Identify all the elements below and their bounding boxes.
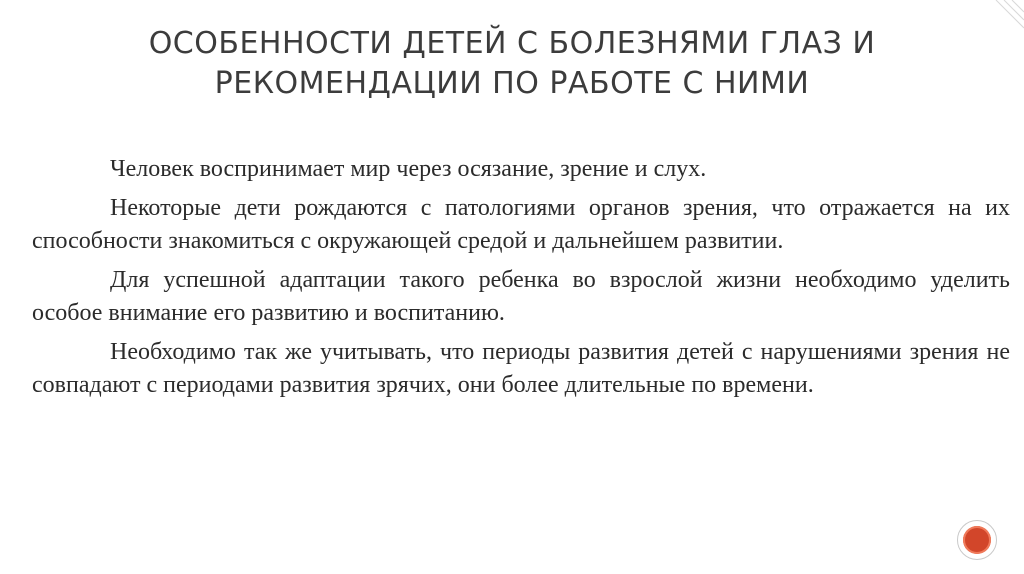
slide-title bbox=[60, 24, 964, 104]
corner-decoration-icon bbox=[964, 0, 1024, 60]
paragraph-3: Для успешной адаптации такого ребенка во взрослой жизни необходимо уделить особое внимание его развитию и воспитанию. bbox=[32, 267, 1010, 326]
slide-title-line-2: РЕКОМЕНДАЦИИ ПО РАБОТЕ С НИМИ bbox=[214, 66, 810, 101]
slide-body bbox=[32, 153, 1010, 408]
paragraph-2: Некоторые дети рождаются с патологиями органов зрения, что отражается на их способности знакомиться с окружающей средой и дальнейшем развитии. bbox=[32, 195, 1010, 254]
slide-title-line-1: ОСОБЕННОСТИ ДЕТЕЙ С БОЛЕЗНЯМИ ГЛАЗ И bbox=[148, 26, 876, 61]
paragraph-1: Человек воспринимает мир через осязание, зрение и слух. bbox=[110, 156, 707, 182]
paragraph-4: Необходимо так же учитывать, что периоды развития детей с нарушениями зрения не совпадают с периодами развития зрячих, они более длительные по времени. bbox=[32, 339, 1010, 398]
next-slide-circle-icon bbox=[963, 526, 991, 554]
next-slide-button[interactable] bbox=[957, 520, 997, 560]
